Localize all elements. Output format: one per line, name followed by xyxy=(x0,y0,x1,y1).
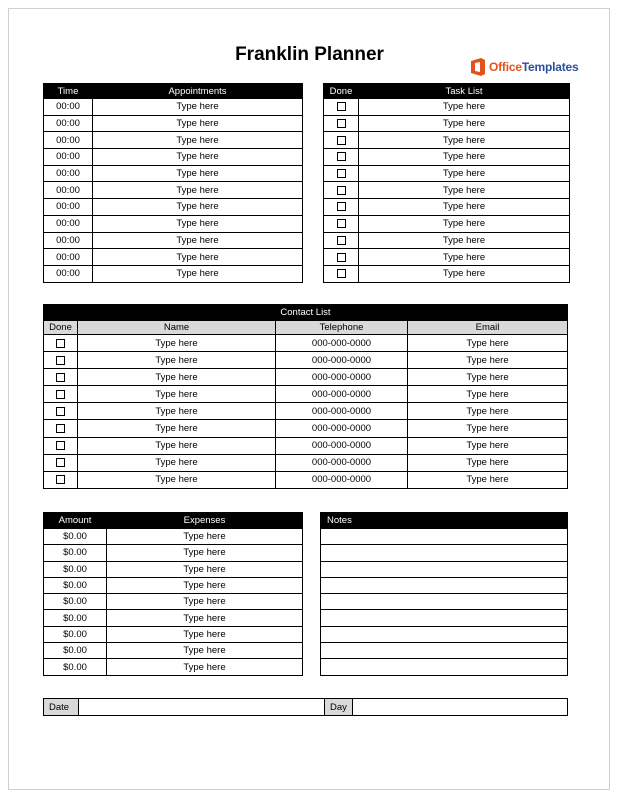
appointment-text[interactable]: Type here xyxy=(93,199,303,216)
task-text[interactable]: Type here xyxy=(359,132,570,149)
appointment-row xyxy=(44,182,303,199)
task-done-checkbox-cell xyxy=(324,115,359,132)
expense-row xyxy=(44,610,303,626)
task-text[interactable]: Type here xyxy=(359,115,570,132)
notes-line xyxy=(321,643,568,659)
appointment-text[interactable]: Type here xyxy=(93,249,303,266)
contact-name[interactable]: Type here xyxy=(78,437,276,454)
appointment-time[interactable]: 00:00 xyxy=(44,132,93,149)
contact-row xyxy=(44,420,568,437)
notes-line-field[interactable] xyxy=(321,529,568,545)
logo-text-templates: Templates xyxy=(521,60,579,74)
appointment-row xyxy=(44,199,303,216)
task-text[interactable]: Type here xyxy=(359,249,570,266)
task-row xyxy=(324,232,570,249)
appointment-text[interactable]: Type here xyxy=(93,115,303,132)
task-list-header: Task List xyxy=(359,84,570,99)
contact-name[interactable]: Type here xyxy=(78,369,276,386)
contact-telephone[interactable]: 000-000-0000 xyxy=(276,403,408,420)
notes-line xyxy=(321,577,568,593)
appointment-text[interactable]: Type here xyxy=(93,265,303,282)
appointment-text[interactable]: Type here xyxy=(93,165,303,182)
contact-row xyxy=(44,369,568,386)
contact-email[interactable]: Type here xyxy=(408,386,568,403)
notes-line xyxy=(321,626,568,642)
task-done-checkbox-cell xyxy=(324,99,359,116)
amount-header: Amount xyxy=(44,513,107,529)
expense-text[interactable]: Type here xyxy=(107,577,303,593)
contact-telephone[interactable]: 000-000-0000 xyxy=(276,437,408,454)
appointments-table xyxy=(43,83,303,283)
expense-amount[interactable]: $0.00 xyxy=(44,577,107,593)
time-header: Time xyxy=(44,84,93,99)
appointment-time[interactable]: 00:00 xyxy=(44,249,93,266)
task-row xyxy=(324,199,570,216)
task-done-checkbox[interactable] xyxy=(337,186,346,195)
task-row xyxy=(324,99,570,116)
appointment-text[interactable]: Type here xyxy=(93,149,303,166)
expense-text[interactable]: Type here xyxy=(107,643,303,659)
task-done-checkbox-cell xyxy=(324,199,359,216)
expense-amount[interactable]: $0.00 xyxy=(44,626,107,642)
appointment-time[interactable]: 00:00 xyxy=(44,199,93,216)
appointment-row xyxy=(44,149,303,166)
task-done-checkbox[interactable] xyxy=(337,119,346,128)
appointment-text[interactable]: Type here xyxy=(93,232,303,249)
contact-row xyxy=(44,437,568,454)
task-done-checkbox[interactable] xyxy=(337,169,346,178)
task-done-checkbox-cell xyxy=(324,249,359,266)
task-row xyxy=(324,149,570,166)
expense-amount[interactable]: $0.00 xyxy=(44,594,107,610)
task-done-checkbox[interactable] xyxy=(337,202,346,211)
contact-email[interactable]: Type here xyxy=(408,403,568,420)
expense-amount[interactable]: $0.00 xyxy=(44,561,107,577)
expense-amount[interactable]: $0.00 xyxy=(44,610,107,626)
appointment-text[interactable]: Type here xyxy=(93,99,303,116)
contact-telephone[interactable]: 000-000-0000 xyxy=(276,420,408,437)
contact-email[interactable]: Type here xyxy=(408,471,568,488)
appointment-row xyxy=(44,232,303,249)
notes-line-field[interactable] xyxy=(321,594,568,610)
contact-done-checkbox-cell xyxy=(44,403,78,420)
task-done-checkbox-cell xyxy=(324,132,359,149)
contact-name-header: Name xyxy=(78,321,276,335)
contact-name[interactable]: Type here xyxy=(78,335,276,352)
contact-done-checkbox-cell xyxy=(44,335,78,352)
expense-text[interactable]: Type here xyxy=(107,626,303,642)
task-row xyxy=(324,132,570,149)
expense-amount[interactable]: $0.00 xyxy=(44,545,107,561)
date-field[interactable] xyxy=(79,699,325,716)
expense-text[interactable]: Type here xyxy=(107,659,303,675)
contact-name[interactable]: Type here xyxy=(78,454,276,471)
task-done-checkbox[interactable] xyxy=(337,152,346,161)
date-day-bar xyxy=(43,698,568,716)
contact-telephone[interactable]: 000-000-0000 xyxy=(276,335,408,352)
notes-line xyxy=(321,561,568,577)
appointment-row xyxy=(44,132,303,149)
task-text[interactable]: Type here xyxy=(359,149,570,166)
contact-row xyxy=(44,335,568,352)
notes-header: Notes xyxy=(321,513,568,529)
contact-done-checkbox[interactable] xyxy=(56,356,65,365)
notes-line-field[interactable] xyxy=(321,643,568,659)
contact-name[interactable]: Type here xyxy=(78,471,276,488)
appointment-row xyxy=(44,265,303,282)
task-done-checkbox-cell xyxy=(324,182,359,199)
expense-row xyxy=(44,594,303,610)
contact-email[interactable]: Type here xyxy=(408,352,568,369)
task-text[interactable]: Type here xyxy=(359,99,570,116)
task-done-checkbox[interactable] xyxy=(337,236,346,245)
task-done-checkbox-cell xyxy=(324,232,359,249)
expense-row xyxy=(44,659,303,675)
notes-line-field[interactable] xyxy=(321,626,568,642)
expense-row xyxy=(44,626,303,642)
task-text[interactable]: Type here xyxy=(359,182,570,199)
contact-email[interactable]: Type here xyxy=(408,335,568,352)
contact-done-checkbox-cell xyxy=(44,386,78,403)
notes-line-field[interactable] xyxy=(321,561,568,577)
appointment-text[interactable]: Type here xyxy=(93,132,303,149)
day-field[interactable] xyxy=(353,699,568,716)
contact-telephone[interactable]: 000-000-0000 xyxy=(276,369,408,386)
date-label: Date xyxy=(44,699,79,716)
task-row xyxy=(324,182,570,199)
contact-done-checkbox-cell xyxy=(44,352,78,369)
contact-done-checkbox[interactable] xyxy=(56,390,65,399)
task-done-checkbox[interactable] xyxy=(337,269,346,278)
appointment-row xyxy=(44,165,303,182)
expense-amount[interactable]: $0.00 xyxy=(44,643,107,659)
contact-name[interactable]: Type here xyxy=(78,403,276,420)
task-done-checkbox-cell xyxy=(324,149,359,166)
task-list-table xyxy=(323,83,570,283)
contact-telephone[interactable]: 000-000-0000 xyxy=(276,471,408,488)
appointment-text[interactable]: Type here xyxy=(93,182,303,199)
appointment-time[interactable]: 00:00 xyxy=(44,182,93,199)
office-templates-logo xyxy=(470,56,578,78)
notes-line xyxy=(321,545,568,561)
task-row xyxy=(324,249,570,266)
contact-telephone[interactable]: 000-000-0000 xyxy=(276,386,408,403)
expense-text[interactable]: Type here xyxy=(107,529,303,545)
contact-email[interactable]: Type here xyxy=(408,420,568,437)
contact-email[interactable]: Type here xyxy=(408,437,568,454)
task-done-checkbox-cell xyxy=(324,265,359,282)
appointment-time[interactable]: 00:00 xyxy=(44,232,93,249)
appointment-time[interactable]: 00:00 xyxy=(44,115,93,132)
contact-done-checkbox[interactable] xyxy=(56,407,65,416)
contact-telephone[interactable]: 000-000-0000 xyxy=(276,454,408,471)
expenses-table xyxy=(43,512,303,676)
contact-done-checkbox[interactable] xyxy=(56,458,65,467)
appointment-row xyxy=(44,99,303,116)
appointment-row xyxy=(44,115,303,132)
contact-list-table xyxy=(43,304,568,489)
task-done-checkbox[interactable] xyxy=(337,253,346,262)
task-row xyxy=(324,215,570,232)
appointment-row xyxy=(44,215,303,232)
notes-line xyxy=(321,529,568,545)
contact-telephone-header: Telephone xyxy=(276,321,408,335)
expense-text[interactable]: Type here xyxy=(107,561,303,577)
contact-done-checkbox[interactable] xyxy=(56,475,65,484)
contact-email-header: Email xyxy=(408,321,568,335)
contact-name[interactable]: Type here xyxy=(78,352,276,369)
expenses-header: Expenses xyxy=(107,513,303,529)
task-done-checkbox-cell xyxy=(324,215,359,232)
contact-done-checkbox-cell xyxy=(44,420,78,437)
expense-row xyxy=(44,577,303,593)
notes-line xyxy=(321,594,568,610)
office-logo-icon xyxy=(470,57,486,77)
contact-done-checkbox-cell xyxy=(44,471,78,488)
page-title: Franklin Planner xyxy=(235,44,384,65)
notes-line-field[interactable] xyxy=(321,577,568,593)
contact-row xyxy=(44,386,568,403)
contact-email[interactable]: Type here xyxy=(408,454,568,471)
expense-amount[interactable]: $0.00 xyxy=(44,529,107,545)
contact-name[interactable]: Type here xyxy=(78,420,276,437)
done-header: Done xyxy=(324,84,359,99)
task-text[interactable]: Type here xyxy=(359,215,570,232)
task-row xyxy=(324,165,570,182)
notes-line xyxy=(321,610,568,626)
contact-done-checkbox-cell xyxy=(44,437,78,454)
expense-row xyxy=(44,561,303,577)
appointment-time[interactable]: 00:00 xyxy=(44,265,93,282)
appointments-header: Appointments xyxy=(93,84,303,99)
contact-email[interactable]: Type here xyxy=(408,369,568,386)
notes-line xyxy=(321,659,568,675)
expense-text[interactable]: Type here xyxy=(107,545,303,561)
task-done-checkbox[interactable] xyxy=(337,102,346,111)
task-row xyxy=(324,115,570,132)
contact-done-checkbox[interactable] xyxy=(56,373,65,382)
contact-row xyxy=(44,352,568,369)
contact-list-title: Contact List xyxy=(44,305,568,321)
contact-done-checkbox-cell xyxy=(44,369,78,386)
task-text[interactable]: Type here xyxy=(359,265,570,282)
task-row xyxy=(324,265,570,282)
contact-row xyxy=(44,454,568,471)
task-done-checkbox-cell xyxy=(324,165,359,182)
expense-text[interactable]: Type here xyxy=(107,610,303,626)
day-label: Day xyxy=(325,699,353,716)
notes-line-field[interactable] xyxy=(321,610,568,626)
logo-text-office: Office xyxy=(489,60,522,74)
notes-line-field[interactable] xyxy=(321,545,568,561)
contact-done-header: Done xyxy=(44,321,78,335)
task-text[interactable]: Type here xyxy=(359,199,570,216)
expense-text[interactable]: Type here xyxy=(107,594,303,610)
expense-row xyxy=(44,529,303,545)
contact-done-checkbox-cell xyxy=(44,454,78,471)
appointment-time[interactable]: 00:00 xyxy=(44,165,93,182)
contact-done-checkbox[interactable] xyxy=(56,441,65,450)
expense-amount[interactable]: $0.00 xyxy=(44,659,107,675)
expense-row xyxy=(44,545,303,561)
contact-telephone[interactable]: 000-000-0000 xyxy=(276,352,408,369)
contact-done-checkbox[interactable] xyxy=(56,424,65,433)
task-text[interactable]: Type here xyxy=(359,165,570,182)
task-done-checkbox[interactable] xyxy=(337,136,346,145)
notes-table xyxy=(320,512,568,676)
expense-row xyxy=(44,643,303,659)
appointment-row xyxy=(44,249,303,266)
appointment-text[interactable]: Type here xyxy=(93,215,303,232)
appointment-time[interactable]: 00:00 xyxy=(44,149,93,166)
contact-done-checkbox[interactable] xyxy=(56,339,65,348)
contact-row xyxy=(44,403,568,420)
task-text[interactable]: Type here xyxy=(359,232,570,249)
appointment-time[interactable]: 00:00 xyxy=(44,99,93,116)
task-done-checkbox[interactable] xyxy=(337,219,346,228)
appointment-time[interactable]: 00:00 xyxy=(44,215,93,232)
contact-row xyxy=(44,471,568,488)
contact-name[interactable]: Type here xyxy=(78,386,276,403)
notes-line-field[interactable] xyxy=(321,659,568,675)
